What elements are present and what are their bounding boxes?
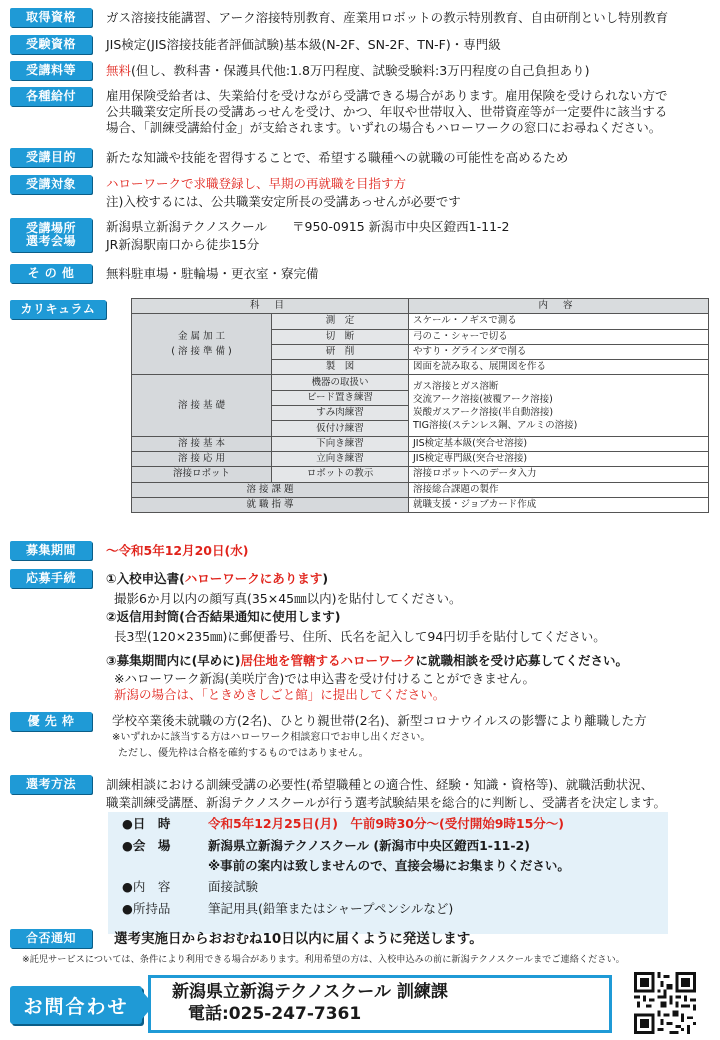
group-kihon: 溶 接 基 本 (132, 436, 272, 451)
header-content: 内 容 (409, 299, 709, 314)
selection-venue-note: ※事前の案内は致しませんので、直接会場にお集まりください。 (208, 858, 570, 873)
childcare-note: ※託児サービスについては、条件により利用できる場合があります。利用希望の方は、入校申込みの前に新潟テクノスクールまでご連絡ください。 (22, 954, 625, 965)
benefits-tag: 各種給付 (10, 87, 92, 106)
location-tag-line-1: 受講場所 (25, 221, 76, 236)
basic-content-line: 交流アーク溶接(被覆アーク溶接) (413, 393, 553, 405)
subject-cell: 機器の取扱い (272, 375, 409, 390)
table-row (132, 451, 709, 466)
contact-phone: 電話:025-247-7361 (188, 1004, 362, 1024)
table-row (132, 436, 709, 451)
basic-content-line: ガス溶接とガス溶断 (413, 380, 499, 392)
result-text: 選考実施日からおおむね10日以内に届くように発送します。 (114, 931, 483, 947)
subject-cell: ロボットの教示 (272, 467, 409, 482)
content-cell: 就職支援・ジョブカード作成 (409, 497, 709, 512)
selection-date-value: 令和5年12月25日(月) 午前9時30分～(受付開始9時15分～) (208, 816, 565, 831)
apply-tag: 応募手続 (10, 569, 92, 588)
content-cell: JIS検定専門級(突合せ溶接) (409, 451, 709, 466)
contact-name: 新潟県立新潟テクノスクール 訓練課 (172, 982, 448, 1002)
selection-venue-value: 新潟県立新潟テクノスクール (新潟市中央区鐙西1-11-2) (208, 838, 530, 853)
header-subject: 科 目 (132, 299, 409, 314)
apply-note-1: ※ハローワーク新潟(美咲庁舎)では申込書を受け付けることができません。 (114, 671, 535, 686)
apply-step-3-post: に就職相談を受け応募してください。 (415, 653, 629, 668)
apply-step-3-red: 居住地を管轄するハローワーク (240, 653, 416, 668)
table-header-row (132, 299, 709, 314)
priority-note-2: ただし、優先枠は合格を確約するものではありません。 (118, 748, 369, 759)
qr-code-icon (634, 972, 696, 1034)
result-tag: 合否通知 (10, 929, 92, 948)
content-cell: やすり・グラインダで削る (409, 344, 709, 359)
benefits-line-1: 雇用保険受給者は、失業給付を受けながら受講できる場合があります。雇用保険を受けられない方で (106, 88, 668, 103)
subject-cell: 測 定 (272, 314, 409, 329)
selection-line-1: 訓練相談における訓練受講の必要性(希望職種との適合性、経験・知識・資格等)、就職活動状況、 (106, 777, 654, 792)
apply-step-1-detail: 撮影6か月以内の顔写真(35×45㎜以内)を貼付してください。 (114, 591, 462, 606)
apply-step-1-close: ) (322, 571, 329, 586)
location-address: 新潟県立新潟テクノスクール 〒950-0915 新潟市中央区鐙西1-11-2 (106, 219, 510, 234)
benefits-line-3: 場合、「訓練受講給付金」が支給されます。いずれの場合もハローワークの窓口にお尋ねください。 (106, 120, 662, 135)
group-metal-line-2: ( 溶 接 準 備 ) (171, 346, 232, 358)
selection-items-label: ●所持品 (122, 901, 171, 916)
fee-detail: (但し、教科書・保護具代他:1.8万円程度、試験受験料:3万円程度の自己負担あり) (131, 63, 590, 78)
subject-cell: 研 削 (272, 344, 409, 359)
other-text: 無料駐車場・駐輪場・更衣室・寮完備 (106, 266, 319, 281)
apply-step-1-title: ①入校申込書( (106, 571, 185, 586)
subject-cell: ビード置き練習 (272, 390, 409, 405)
fee-text (106, 63, 590, 79)
fee-tag: 受講料等 (10, 61, 92, 80)
exam-level-tag: 受験資格 (10, 35, 92, 54)
table-row (132, 314, 709, 329)
exam-level-text: JIS検定(JIS溶接技能者評価試験)基本級(N-2F、SN-2F、TN-F)・専門級 (106, 37, 501, 52)
apply-step-1-red: ハローワークにあります (184, 571, 323, 586)
fee-free-label: 無料 (106, 63, 132, 78)
subject-cell: 立向き練習 (272, 451, 409, 466)
curriculum-table (131, 298, 709, 513)
group-basic: 溶 接 基 礎 (132, 375, 272, 436)
apply-step-2-detail: 長3型(120×235㎜)に郵便番号、住所、氏名を記入して94円切手を貼付してください。 (114, 629, 606, 644)
group-ouyou: 溶 接 応 用 (132, 451, 272, 466)
table-row (132, 482, 709, 497)
priority-tag: 優 先 枠 (10, 712, 92, 731)
recruit-period: ～令和5年12月20日(水) (106, 543, 249, 558)
group-shushoku: 就 職 指 導 (132, 497, 409, 512)
content-cell: 弓のこ・シャーで切る (409, 329, 709, 344)
selection-items-value: 筆記用具(鉛筆またはシャープペンシルなど) (208, 901, 454, 916)
apply-step-2-title: ②返信用封筒(合否結果通知に使用します) (106, 609, 341, 624)
apply-step-3-pre: ③募集期間内に(早めに) (106, 653, 241, 668)
basic-content-line: TIG溶接(ステンレス鋼、アルミの溶接) (413, 419, 578, 431)
content-cell: 溶接総合課題の製作 (409, 482, 709, 497)
content-cell: 図面を読み取る、展開図を作る (409, 360, 709, 375)
selection-venue-label: ●会 場 (122, 838, 171, 853)
qualification-tag: 取得資格 (10, 8, 92, 27)
curriculum-tag: カリキュラム (10, 300, 106, 319)
table-row (132, 497, 709, 512)
purpose-tag: 受講目的 (10, 148, 92, 167)
location-access: JR新潟駅南口から徒歩15分 (106, 237, 260, 252)
selection-tag: 選考方法 (10, 775, 92, 794)
location-tag-line-2: 選考会場 (25, 234, 76, 248)
target-note: 注)入校するには、公共職業安定所長の受講あっせんが必要です (106, 194, 461, 209)
contact-tag: お問合わせ (10, 986, 142, 1024)
apply-step-1 (106, 571, 328, 587)
subject-cell: 切 断 (272, 329, 409, 344)
subject-cell: 製 図 (272, 360, 409, 375)
priority-text: 学校卒業後未就職の方(2名)、ひとり親世帯(2名)、新型コロナウイルスの影響により離職した方 (112, 713, 647, 728)
table-row (132, 375, 709, 390)
group-robot: 溶接ロボット (132, 467, 272, 482)
benefits-line-2: 公共職業安定所長の受講あっせんを受け、かつ、年収や世帯収入、世帯資産等が一定要件に該当する (106, 104, 668, 119)
content-cell: スケール・ノギスで測る (409, 314, 709, 329)
subject-cell: 仮付け練習 (272, 421, 409, 436)
group-kadai: 溶 接 課 題 (132, 482, 409, 497)
basic-content-cell (409, 375, 709, 436)
subject-cell: 下向き練習 (272, 436, 409, 451)
content-cell: JIS検定基本級(突合せ溶接) (409, 436, 709, 451)
priority-note-1: ※いずれかに該当する方はハローワーク相談窓口でお申し出ください。 (112, 732, 431, 743)
group-metal-line-1: 金 属 加 工 (177, 331, 226, 343)
content-cell: 溶接ロボットへのデータ入力 (409, 467, 709, 482)
apply-note-2: 新潟の場合は、「ときめきしごと館」に提出してください。 (114, 687, 446, 702)
target-tag: 受講対象 (10, 175, 92, 194)
location-tag (10, 218, 92, 252)
purpose-text: 新たな知識や技能を習得することで、希望する職種への就職の可能性を高めるため (106, 150, 569, 165)
target-red-text: ハローワークで求職登録し、早期の再就職を目指す方 (106, 176, 407, 191)
selection-line-2: 職業訓練受講歴、新潟テクノスクールが行う選考試験結果を総合的に判断し、受講者を決定します。 (106, 795, 667, 810)
selection-content-value: 面接試験 (208, 879, 259, 894)
selection-date-label: ●日 時 (122, 816, 171, 831)
other-tag: そ の 他 (10, 264, 92, 283)
qualification-text: ガス溶接技能講習、アーク溶接特別教育、産業用ロボットの教示特別教育、自由研削といし特別教育 (106, 10, 669, 25)
selection-content-label: ●内 容 (122, 879, 171, 894)
table-row (132, 467, 709, 482)
group-metal (132, 314, 272, 375)
subject-cell: すみ肉練習 (272, 406, 409, 421)
apply-step-3 (106, 653, 628, 669)
recruit-tag: 募集期間 (10, 541, 92, 560)
basic-content-line: 炭酸ガスアーク溶接(半自動溶接) (413, 406, 554, 418)
